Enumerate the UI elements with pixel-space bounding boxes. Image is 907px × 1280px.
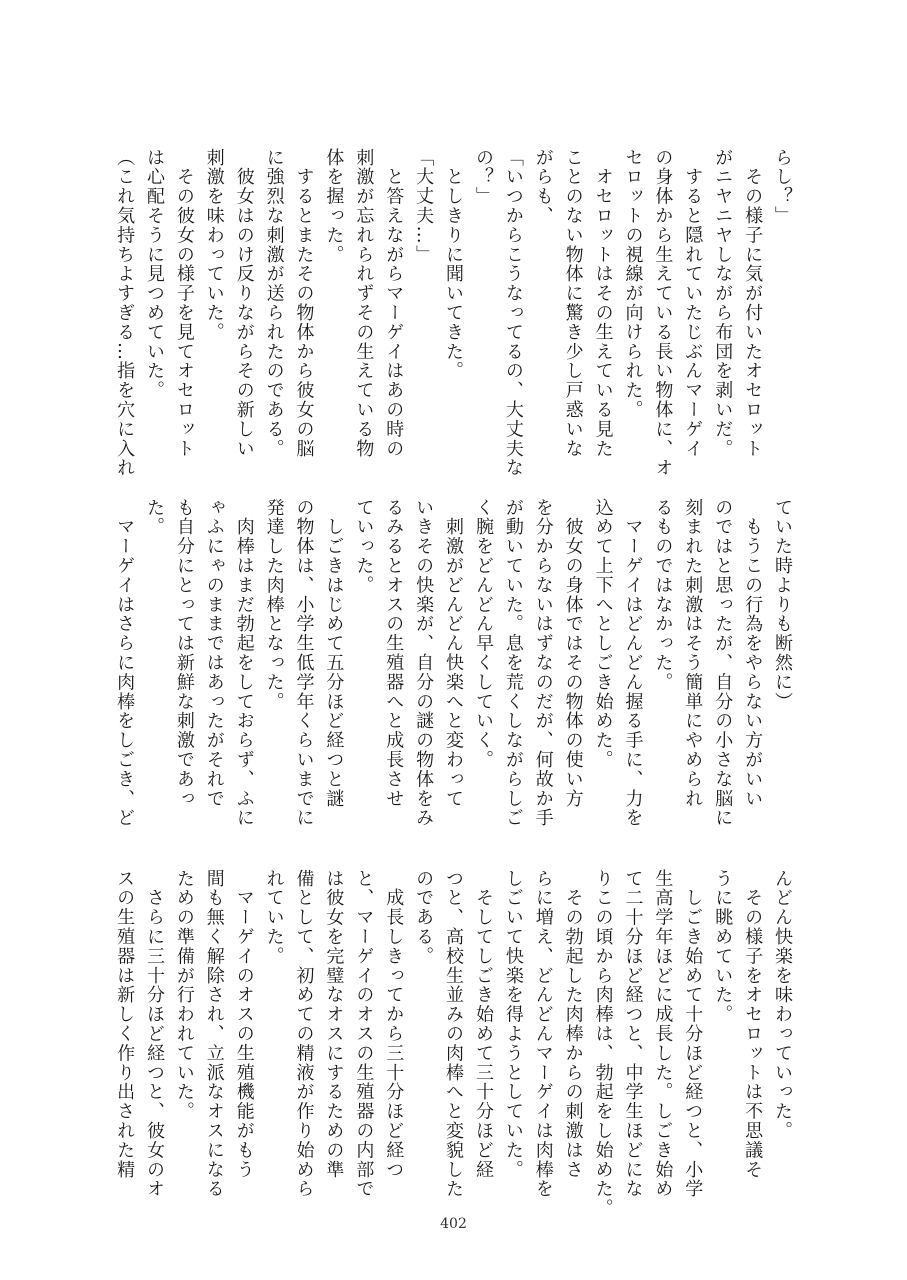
- text-line: ていった。: [353, 498, 375, 595]
- text-line: を分からないはずなのだが、何故か手: [532, 498, 554, 828]
- text-line: としきりに聞いてきた。: [443, 148, 465, 381]
- text-line: （これ気持ちよすぎる…指を穴に入れ: [114, 148, 136, 478]
- text-line: は心配そうに見つめていた。: [143, 148, 165, 401]
- text-line: ゃふにゃのままではあったがそれで: [203, 498, 225, 809]
- text-line: 間も無く解除され、立派なオスになる: [203, 869, 225, 1199]
- text-line: の？」: [472, 148, 494, 207]
- text-line: りこの頃から肉棒は、勃起をし始めた。: [592, 869, 614, 1219]
- text-line: しごいて快楽を得ようとしていた。: [502, 869, 524, 1180]
- text-line: のではと思ったが、自分の小さな脳に: [712, 498, 734, 828]
- text-line: れていた。: [263, 869, 285, 966]
- text-line: 彼女の身体ではその物体の使い方: [562, 498, 584, 809]
- text-line: 込めて上下へとしごき始めた。: [592, 498, 614, 770]
- text-line: マーゲイはさらに肉棒をしごき、ど: [114, 498, 136, 828]
- text-line: 肉棒はまだ勃起をしておらず、ふに: [233, 498, 255, 828]
- text-line: うに眺めていた。: [712, 869, 734, 1025]
- text-line: んどん快楽を味わっていった。: [772, 869, 793, 1141]
- text-line: のである。: [413, 869, 435, 966]
- text-line: と答えながらマーゲイはあの時の: [383, 148, 405, 459]
- text-line: は彼女を完璧なオスにするための準: [323, 869, 345, 1180]
- text-line: オセロットはその生えている見た: [592, 148, 614, 459]
- text-line: が動いていた。息を荒くしながらしご: [502, 498, 524, 828]
- text-line: 成長しきってから三十分ほど経つ: [383, 869, 405, 1180]
- text-line: 体を握った。: [323, 148, 345, 265]
- text-line: て二十分ほど経つと、中学生ほどにな: [622, 869, 644, 1199]
- text-line: 備として、初めての精液が作り始めら: [293, 869, 315, 1199]
- text-line: するとまたその物体から彼女の脳: [293, 148, 315, 459]
- page-number: 402: [440, 1216, 467, 1232]
- text-line: もうこの行為をやらない方がいい: [742, 498, 764, 809]
- text-line: スの生殖器は新しく作り出された精: [114, 869, 136, 1180]
- text-line: その様子に気が付いたオセロット: [742, 148, 764, 459]
- text-line: も自分にとっては新鮮な刺激であっ: [173, 498, 195, 809]
- text-line: セロットの視線が向けられた。: [622, 148, 644, 420]
- text-line: つと、高校生並みの肉棒へと変貌した: [443, 869, 465, 1199]
- text-line: らし？」: [772, 148, 793, 226]
- text-line: その勃起した肉棒からの刺激はさ: [562, 869, 584, 1180]
- text-line: いきその快楽が、自分の謎の物体をみ: [413, 498, 435, 828]
- text-line: その様子をオセロットは不思議そ: [742, 869, 764, 1180]
- text-line: ための準備が行われていた。: [173, 869, 195, 1122]
- text-line: さらに三十分ほど経つと、彼女のオ: [143, 869, 165, 1199]
- text-line: すると隠れていたじぶんマーゲイ: [682, 148, 704, 459]
- text-line: 刻まれた刺激はそう簡単にやめられ: [682, 498, 704, 809]
- text-line: るみるとオスの生殖器へと成長させ: [383, 498, 405, 809]
- text-line: 刺激を味わっていた。: [203, 148, 225, 342]
- text-line: ことのない物体に驚き少し戸惑いな: [562, 148, 584, 459]
- text-line: その彼女の様子を見てオセロット: [173, 148, 195, 459]
- text-block-bottom: [105, 869, 797, 1219]
- text-line: の物体は、小学生低学年くらいまでに: [293, 498, 315, 828]
- text-line: しごき始めて十分ほど経つと、小学: [682, 869, 704, 1199]
- text-block-middle: [105, 498, 797, 828]
- text-line: 発達した肉棒となった。: [263, 498, 285, 712]
- text-line: く腕をどんどん早くしていく。: [472, 498, 494, 770]
- text-line: ていた時よりも断然に）: [772, 498, 793, 712]
- text-line: の身体から生えている長い物体に、オ: [652, 148, 674, 478]
- text-block-top: [105, 148, 797, 478]
- text-line: 刺激が忘れられずその生えている物: [353, 148, 375, 459]
- text-line: と、マーゲイのオスの生殖器の内部で: [353, 869, 375, 1199]
- text-line: 彼女はのけ反りながらその新しい: [233, 148, 255, 459]
- text-line: がニヤニヤしながら布団を剥いだ。: [712, 148, 734, 459]
- text-line: 「大丈夫…」: [413, 148, 435, 265]
- text-line: マーゲイのオスの生殖機能がもう: [233, 869, 255, 1180]
- text-line: そしてしごき始めて三十分ほど経: [472, 869, 494, 1180]
- text-line: 生高学年ほどに成長した。しごき始め: [652, 869, 674, 1199]
- text-line: しごきはじめて五分ほど経つと謎: [323, 498, 345, 809]
- text-line: 「いつからこうなってるの、大丈夫な: [502, 148, 524, 478]
- text-line: た。: [143, 498, 165, 537]
- text-line: るものではなかった。: [652, 498, 674, 692]
- text-line: らに増え、どんどんマーゲイは肉棒を: [532, 869, 554, 1199]
- text-line: がらも、: [532, 148, 554, 226]
- text-line: マーゲイはどんどん握る手に、力を: [622, 498, 644, 828]
- text-line: 刺激がどんどん快楽へと変わって: [443, 498, 465, 809]
- text-line: に強烈な刺激が送られたのである。: [263, 148, 285, 459]
